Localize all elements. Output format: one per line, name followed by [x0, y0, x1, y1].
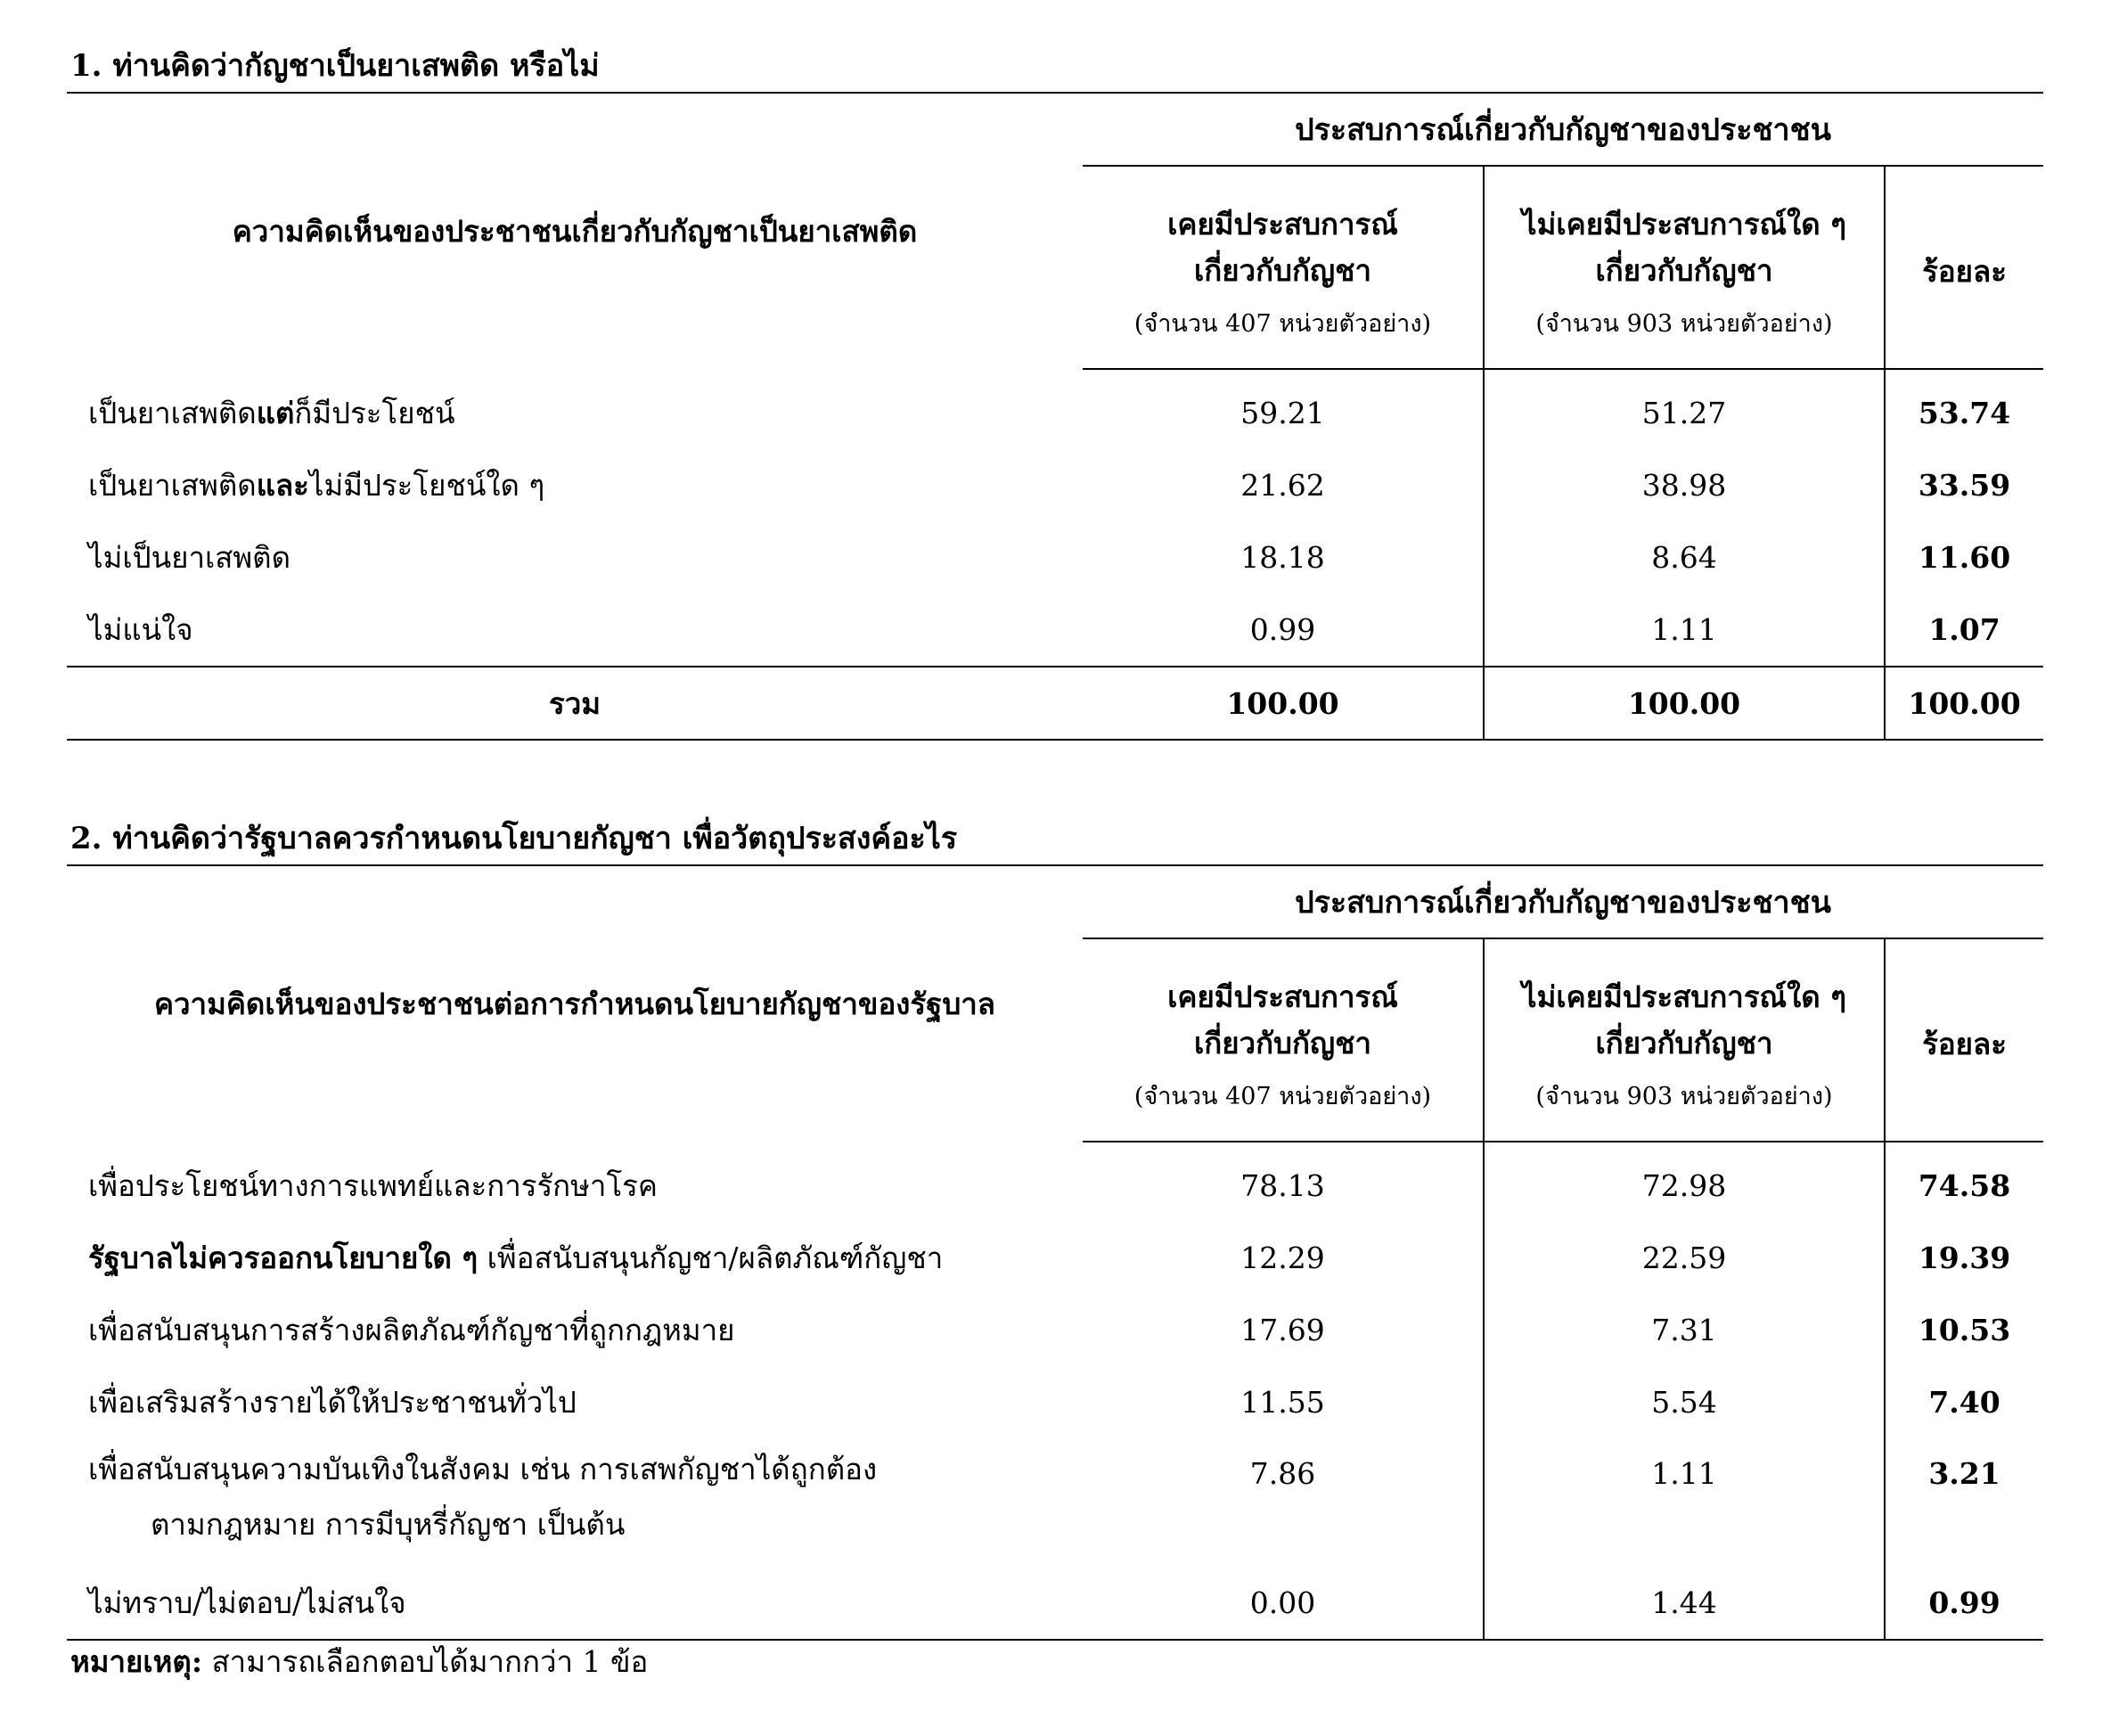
cell-experienced: 21.62	[1240, 468, 1325, 503]
total-label: รวม	[67, 667, 1083, 740]
total-row	[67, 667, 2043, 740]
column-header-percent: ร้อยละ	[1885, 166, 2043, 369]
row-label: เป็นยาเสพติดแต่ก็มีประโยชน์	[88, 395, 455, 430]
cell-percent: 33.59	[1885, 449, 2043, 521]
table-row	[67, 449, 2043, 521]
table-row	[67, 1222, 2043, 1294]
footnote	[70, 1638, 648, 1685]
table-row	[67, 369, 2043, 449]
group-header: ประสบการณ์เกี่ยวกับกัญชาของประชาชน	[1083, 93, 2043, 166]
cell-experienced: 0.00	[1083, 1567, 1484, 1640]
cell-experienced: 7.86	[1249, 1456, 1316, 1491]
row-header: ความคิดเห็นของประชาชนต่อการกำหนดนโยบายกัญชาของรัฐบาล	[67, 865, 1083, 1142]
cell-experienced: 18.18	[1240, 540, 1325, 575]
cell-experienced: 12.29	[1240, 1241, 1325, 1275]
section-policy-opinion	[67, 813, 2043, 1641]
table-row	[67, 1438, 2043, 1567]
table-row	[67, 1567, 2043, 1640]
cell-no-experience: 7.31	[1484, 1294, 1885, 1366]
footnote-label: หมายเหตุ:	[70, 1644, 203, 1679]
cell-no-experience: 1.11	[1484, 594, 1885, 667]
column-header-experienced: เคยมีประสบการณ์ เกี่ยวกับกัญชา (จำนวน 407 หน่วยตัวอย่าง)	[1083, 938, 1484, 1142]
row-label: เพื่อประโยชน์ทางการแพทย์และการรักษาโรค	[88, 1167, 658, 1203]
row-label: รัฐบาลไม่ควรออกนโยบายใด ๆ เพื่อสนับสนุนกัญชา/ผลิตภัณฑ์กัญชา	[88, 1241, 944, 1275]
cell-no-experience: 22.59	[1484, 1222, 1885, 1294]
table-row	[67, 1294, 2043, 1366]
cell-percent: 3.21	[1885, 1438, 2043, 1567]
table-row	[67, 521, 2043, 594]
total-experienced: 100.00	[1083, 667, 1484, 740]
drug-opinion-table	[67, 92, 2043, 741]
cell-experienced: 0.99	[1249, 612, 1316, 647]
cell-experienced: 17.69	[1240, 1313, 1325, 1347]
cell-percent: 7.40	[1885, 1366, 2043, 1438]
cell-percent: 11.60	[1885, 521, 2043, 594]
cell-percent: 53.74	[1885, 369, 2043, 449]
policy-opinion-table	[67, 864, 2043, 1641]
row-label: ไม่แน่ใจ	[88, 612, 193, 647]
column-header-no-experience: ไม่เคยมีประสบการณ์ใด ๆ เกี่ยวกับกัญชา (จำนวน 903 หน่วยตัวอย่าง)	[1484, 166, 1885, 369]
cell-percent: 74.58	[1885, 1142, 2043, 1222]
row-label: เพื่อสนับสนุนความบันเทิงในสังคม เช่น การเสพกัญชาได้ถูกต้อง ตามกฎหมาย การมีบุหรี่กัญชา เป็นต้น	[88, 1452, 878, 1542]
column-header-percent: ร้อยละ	[1885, 938, 2043, 1142]
row-label: เพื่อสนับสนุนการสร้างผลิตภัณฑ์กัญชาที่ถูกกฎหมาย	[88, 1313, 735, 1347]
table-row	[67, 594, 2043, 667]
row-label: ไม่เป็นยาเสพติด	[88, 540, 291, 575]
cell-no-experience: 72.98	[1484, 1142, 1885, 1222]
cell-percent: 1.07	[1885, 594, 2043, 667]
section-title: 2. ท่านคิดว่ารัฐบาลควรกำหนดนโยบายกัญชา เพื่อวัตถุประสงค์อะไร	[70, 821, 958, 856]
footnote-text: สามารถเลือกตอบได้มากกว่า 1 ข้อ	[202, 1644, 649, 1679]
cell-percent: 0.99	[1885, 1567, 2043, 1640]
section-title: 1. ท่านคิดว่ากัญชาเป็นยาเสพติด หรือไม่	[70, 48, 600, 84]
row-label: เป็นยาเสพติดและไม่มีประโยชน์ใด ๆ	[88, 468, 545, 503]
column-header-no-experience: ไม่เคยมีประสบการณ์ใด ๆ เกี่ยวกับกัญชา (จำนวน 903 หน่วยตัวอย่าง)	[1484, 938, 1885, 1142]
section-drug-opinion	[67, 40, 2043, 741]
cell-experienced: 59.21	[1240, 396, 1325, 430]
total-percent: 100.00	[1885, 667, 2043, 740]
cell-no-experience: 5.54	[1484, 1366, 1885, 1438]
cell-percent: 19.39	[1885, 1222, 2043, 1294]
row-label: เพื่อเสริมสร้างรายได้ให้ประชาชนทั่วไป	[88, 1385, 577, 1420]
cell-experienced: 11.55	[1240, 1385, 1325, 1420]
row-header: ความคิดเห็นของประชาชนเกี่ยวกับกัญชาเป็นยาเสพติด	[67, 93, 1083, 369]
cell-percent: 10.53	[1885, 1294, 2043, 1366]
cell-no-experience: 8.64	[1484, 521, 1885, 594]
table-row	[67, 1142, 2043, 1222]
cell-no-experience: 1.11	[1484, 1438, 1885, 1567]
total-no-experience: 100.00	[1484, 667, 1885, 740]
row-label: ไม่ทราบ/ไม่ตอบ/ไม่สนใจ	[67, 1567, 1083, 1640]
cell-no-experience: 1.44	[1484, 1567, 1885, 1640]
table-row	[67, 1366, 2043, 1438]
group-header: ประสบการณ์เกี่ยวกับกัญชาของประชาชน	[1083, 865, 2043, 938]
cell-no-experience: 51.27	[1484, 369, 1885, 449]
cell-experienced: 78.13	[1240, 1168, 1325, 1203]
cell-no-experience: 38.98	[1484, 449, 1885, 521]
column-header-experienced: เคยมีประสบการณ์ เกี่ยวกับกัญชา (จำนวน 407 หน่วยตัวอย่าง)	[1083, 166, 1484, 369]
